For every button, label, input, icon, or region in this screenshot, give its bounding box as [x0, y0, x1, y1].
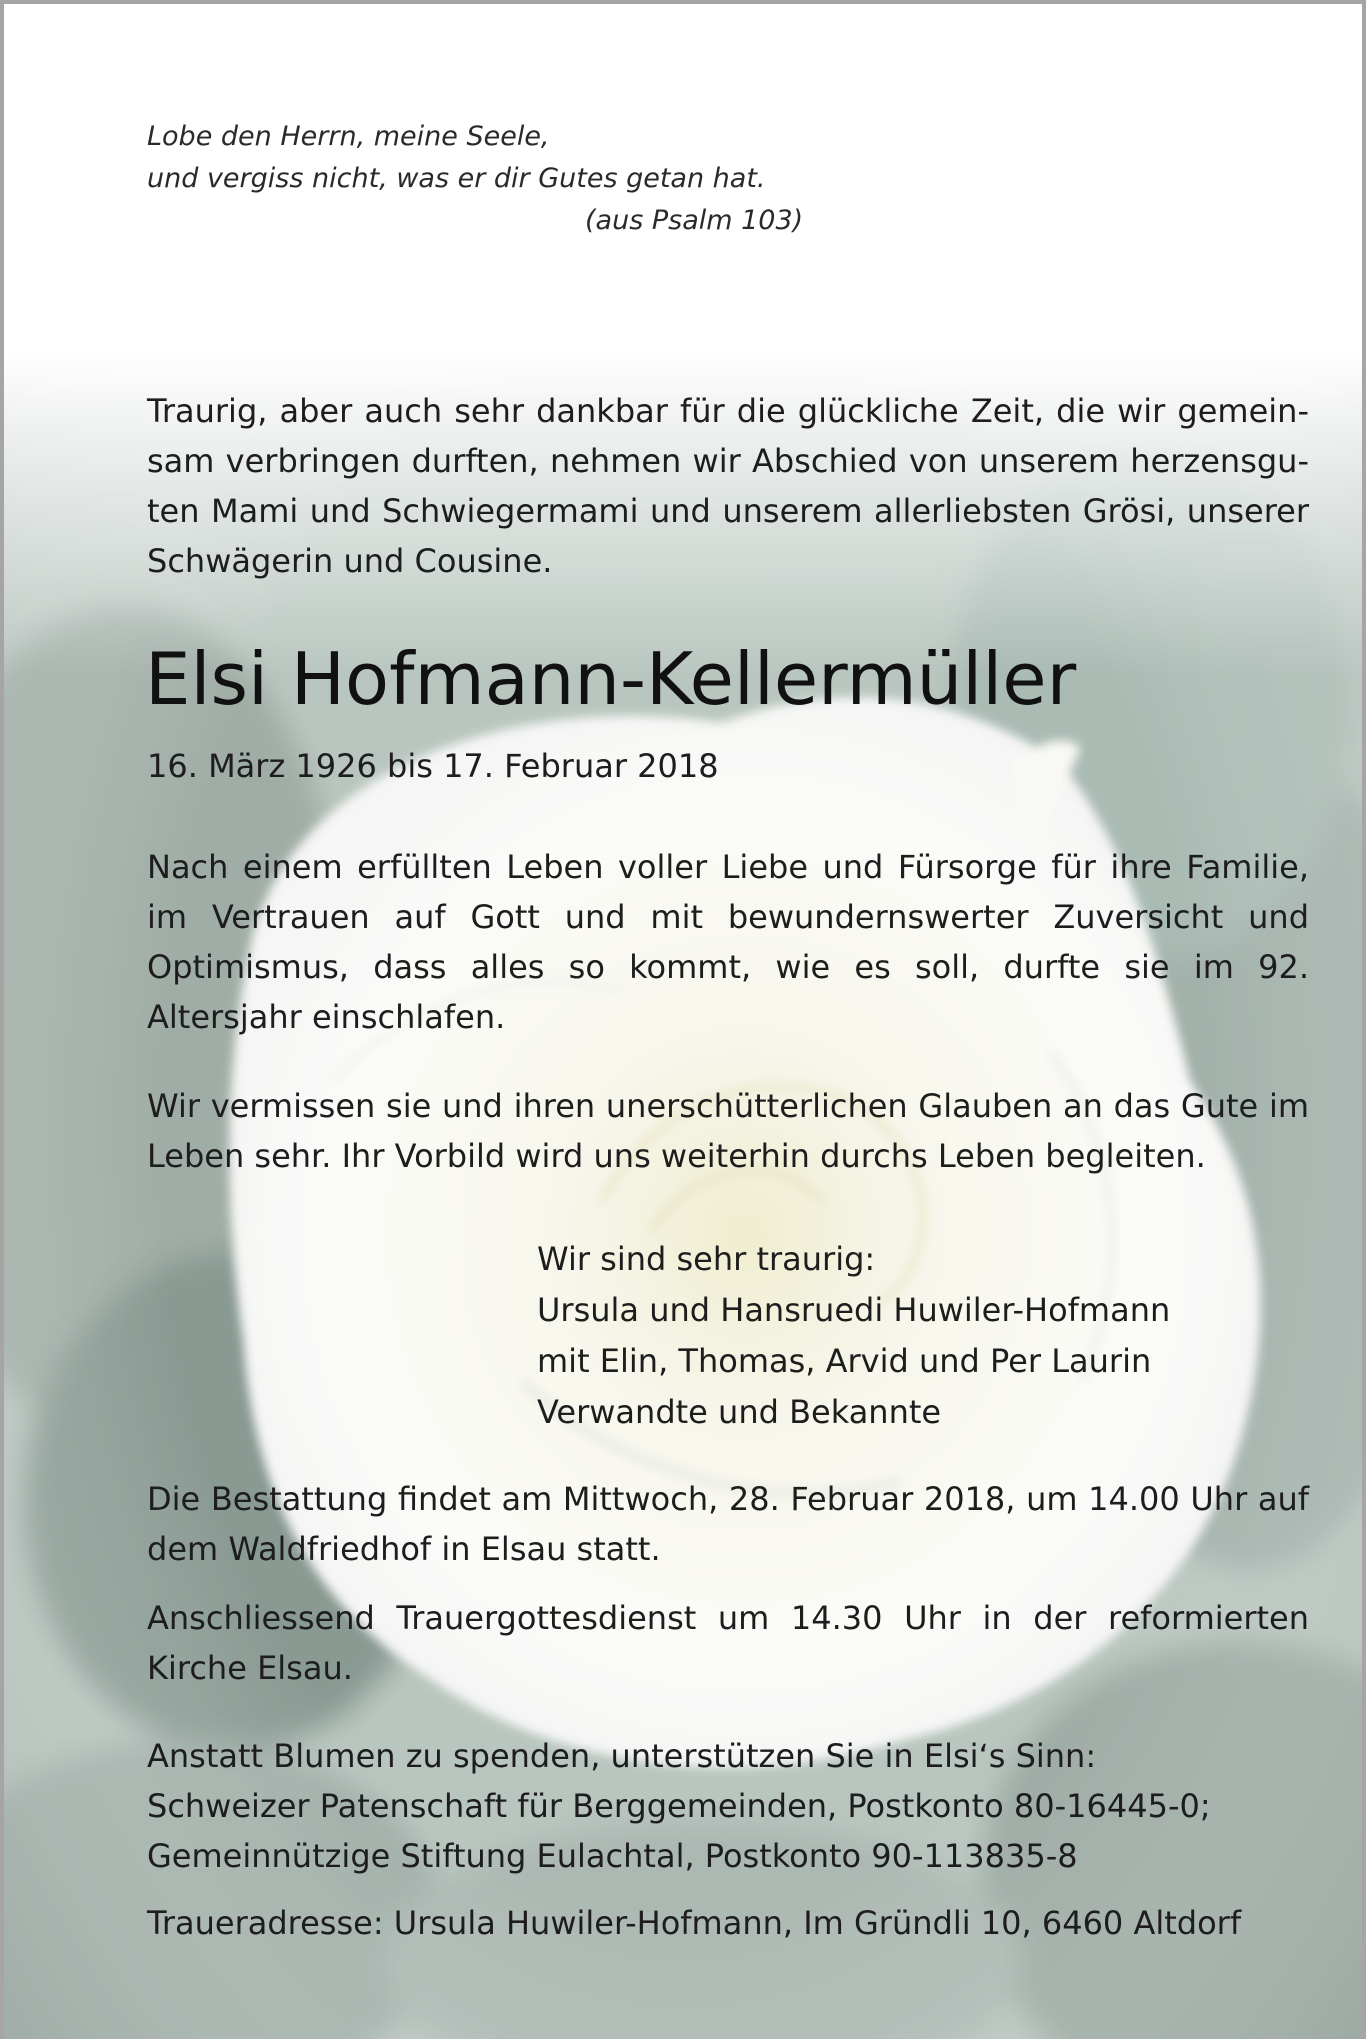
- donation-line: Schweizer Patenschaft für Berggemeinden, Postkonto 80-16445-0;: [147, 1787, 1211, 1825]
- donation-line: Anstatt Blumen zu spenden, unterstützen Sie in Elsi‘s Sinn:: [147, 1737, 1097, 1775]
- remembrance-paragraph: Wir vermissen sie und ihren unerschütterlichen Glauben an das Gute im Leben sehr. Ihr Vorbild wird uns weiterhin durchs Leben begleiten.: [147, 1087, 1309, 1175]
- mourning-address: Traueradresse: Ursula Huwiler-Hofmann, Im Gründli 10, 6460 Altdorf: [147, 1904, 1242, 1942]
- bible-verse-line-2: und vergiss nicht, was er dir Gutes getan hat.: [147, 163, 766, 194]
- bible-verse: [147, 116, 803, 242]
- bible-verse-source: (aus Psalm 103): [585, 205, 804, 236]
- mourners-heading: Wir sind sehr traurig:: [537, 1240, 876, 1278]
- mourners-line: mit Elin, Thomas, Arvid und Per Laurin: [537, 1342, 1152, 1380]
- mourners-line: Ursula und Hansruedi Huwiler-Hofmann: [537, 1291, 1171, 1329]
- mourners-line: Verwandte und Bekannte: [537, 1393, 942, 1431]
- service-info: Anschliessend Trauergottesdienst um 14.30 Uhr in der reformierten Kirche Elsau.: [147, 1599, 1309, 1687]
- intro-paragraph: Traurig, aber auch sehr dankbar für die glückliche Zeit, die wir gemeinsam verbringen durften, nehmen wir Abschied von unserem herzensguten Mami und Schwiegermami und unserem allerliebsten Grösi, unserer Schwägerin und Cousine.: [147, 392, 1309, 580]
- mourners-block: [537, 1234, 1170, 1438]
- deceased-name: Elsi Hofmann-Kellermüller: [145, 637, 1077, 721]
- donation-line: Gemeinnützige Stiftung Eulachtal, Postkonto 90-113835-8: [147, 1837, 1078, 1875]
- life-paragraph: Nach einem erfüllten Leben voller Liebe und Fürsorge für ihre Familie, im Vertrauen auf Gott und mit bewundernswerter Zuversicht und Optimismus, dass alles so kommt, wie es soll, durfte sie im 92. Altersjahr einschlafen.: [147, 848, 1309, 1036]
- obituary-content: [4, 4, 1362, 2039]
- bible-verse-line-1: Lobe den Herrn, meine Seele,: [147, 121, 550, 152]
- donation-info: [147, 1731, 1309, 1881]
- life-dates: 16. März 1926 bis 17. Februar 2018: [147, 747, 719, 785]
- funeral-info: Die Bestattung findet am Mittwoch, 28. Februar 2018, um 14.00 Uhr auf dem Waldfriedhof in Elsau statt.: [147, 1480, 1309, 1568]
